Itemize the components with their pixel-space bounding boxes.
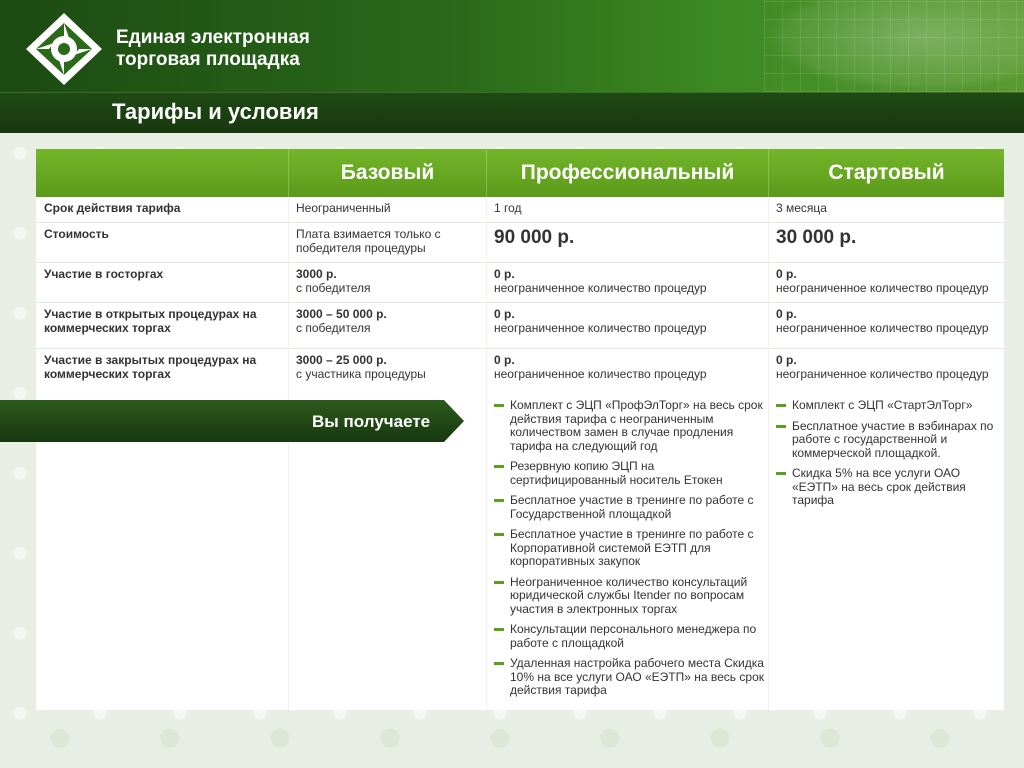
base-cell <box>296 223 486 262</box>
pro-cell <box>494 263 766 302</box>
table-row <box>36 263 1004 303</box>
benefit-text: Комплект с ЭЦП «СтартЭлТорг» <box>792 398 973 412</box>
dash-icon <box>776 425 786 428</box>
list-item <box>776 399 998 413</box>
start-value: 0 р. <box>776 353 797 367</box>
base-note: Плата взимается только с победителя процедуры <box>296 227 441 255</box>
benefit-text: Бесплатное участие в тренинге по работе с Государственной площадкой <box>510 493 754 521</box>
dash-icon <box>494 404 504 407</box>
base-note: Неограниченный <box>296 201 391 215</box>
row-label: Участие в открытых процедурах на коммерческих торгах <box>44 307 257 335</box>
list-item <box>494 399 764 453</box>
row-label: Срок действия тарифа <box>44 201 181 215</box>
base-cell <box>296 349 486 385</box>
pro-note: 1 год <box>494 201 522 215</box>
table-header <box>36 149 1004 197</box>
dash-icon <box>494 533 504 536</box>
start-cell <box>776 197 998 222</box>
column-header-base: Базовый <box>288 149 486 197</box>
row-label: Участие в закрытых процедурах на коммерческих торгах <box>44 353 257 381</box>
column-divider <box>486 197 487 710</box>
benefit-text: Бесплатное участие в тренинге по работе с Корпоративной системой ЕЭТП для корпоративных закупок <box>510 527 754 568</box>
base-value: 3000 – 25 000 р. <box>296 353 387 367</box>
header-empty-cell <box>36 149 288 197</box>
list-item <box>776 467 998 508</box>
start-cell <box>776 223 998 262</box>
table-row <box>36 349 1004 385</box>
benefits-list-pro <box>494 399 764 705</box>
benefit-text: Резервную копию ЭЦП на сертифицированный носитель Етокен <box>510 459 723 487</box>
you-get-banner <box>0 400 464 442</box>
base-cell <box>296 263 486 302</box>
list-item <box>494 528 764 569</box>
you-get-label: Вы получаете <box>312 412 431 431</box>
benefits-list-start <box>776 399 998 515</box>
table-row <box>36 223 1004 263</box>
row-label: Участие в госторгах <box>44 267 164 281</box>
page-title: Тарифы и условия <box>112 99 319 124</box>
pro-note: неограниченное количество процедур <box>494 367 707 381</box>
benefit-text: Скидка 5% на все услуги ОАО «ЕЭТП» на весь срок действия тарифа <box>792 466 966 507</box>
column-header-pro: Профессиональный <box>486 149 768 197</box>
table-row <box>36 197 1004 223</box>
base-cell <box>296 303 486 348</box>
start-cell <box>776 349 998 385</box>
benefit-text: Неограниченное количество консультаций юридической службы Itender по вопросам участия в электронных торгах <box>510 574 748 616</box>
pro-cell <box>494 349 766 385</box>
base-note: с победителя <box>296 281 371 295</box>
pro-price: 90 000 р. <box>494 227 575 248</box>
base-value: 3000 – 50 000 р. <box>296 307 387 321</box>
benefit-text: Бесплатное участие в вэбинарах по работе с государственной и коммерческой площадкой. <box>792 418 994 460</box>
benefit-text: Удаленная настройка рабочего места Скидка 10% на все услуги ОАО «ЕЭТП» на весь срок действия тарифа <box>510 656 764 697</box>
dash-icon <box>494 628 504 631</box>
pro-note: неограниченное количество процедур <box>494 321 707 335</box>
list-item <box>494 657 764 698</box>
dash-icon <box>494 662 504 665</box>
list-item <box>494 623 764 650</box>
pro-cell <box>494 303 766 348</box>
base-value: 3000 р. <box>296 267 337 281</box>
dash-icon <box>494 581 504 584</box>
start-cell <box>776 263 998 302</box>
brand-line-2: торговая площадка <box>116 49 300 70</box>
list-item <box>494 576 764 617</box>
pro-value: 0 р. <box>494 307 515 321</box>
dash-icon <box>494 465 504 468</box>
start-note: неограниченное количество процедур <box>776 281 989 295</box>
russia-map-decoration <box>764 0 1024 92</box>
start-price: 30 000 р. <box>776 227 857 248</box>
pro-note: неограниченное количество процедур <box>494 281 707 295</box>
base-note: с победителя <box>296 321 371 335</box>
start-value: 0 р. <box>776 267 797 281</box>
dash-icon <box>494 499 504 502</box>
dash-icon <box>776 404 786 407</box>
pro-value: 0 р. <box>494 267 515 281</box>
start-cell <box>776 303 998 348</box>
table-row <box>36 303 1004 349</box>
start-value: 0 р. <box>776 307 797 321</box>
start-note: неограниченное количество процедур <box>776 367 989 381</box>
base-cell <box>296 197 486 222</box>
dash-icon <box>776 472 786 475</box>
list-item <box>494 460 764 487</box>
pro-cell <box>494 223 766 262</box>
column-divider <box>768 197 769 710</box>
start-note: 3 месяца <box>776 201 827 215</box>
pro-value: 0 р. <box>494 353 515 367</box>
benefit-text: Комплект с ЭЦП «ПрофЭлТорг» на весь срок действия тарифа с неограниченным количеством замен в случае продления тарифа на следующий год <box>510 398 763 453</box>
benefit-text: Консультации персонального менеджера по работе с площадкой <box>510 622 757 650</box>
logo-icon[interactable] <box>24 11 104 87</box>
list-item <box>776 420 998 461</box>
list-item <box>494 494 764 521</box>
pro-cell <box>494 197 766 222</box>
start-note: неограниченное количество процедур <box>776 321 989 335</box>
column-divider <box>288 197 289 710</box>
brand-name[interactable] <box>116 27 310 71</box>
base-note: с участника процедуры <box>296 367 426 381</box>
column-header-start: Стартовый <box>768 149 1004 197</box>
brand-line-1: Единая электронная <box>116 27 310 48</box>
row-label: Стоимость <box>44 227 109 241</box>
